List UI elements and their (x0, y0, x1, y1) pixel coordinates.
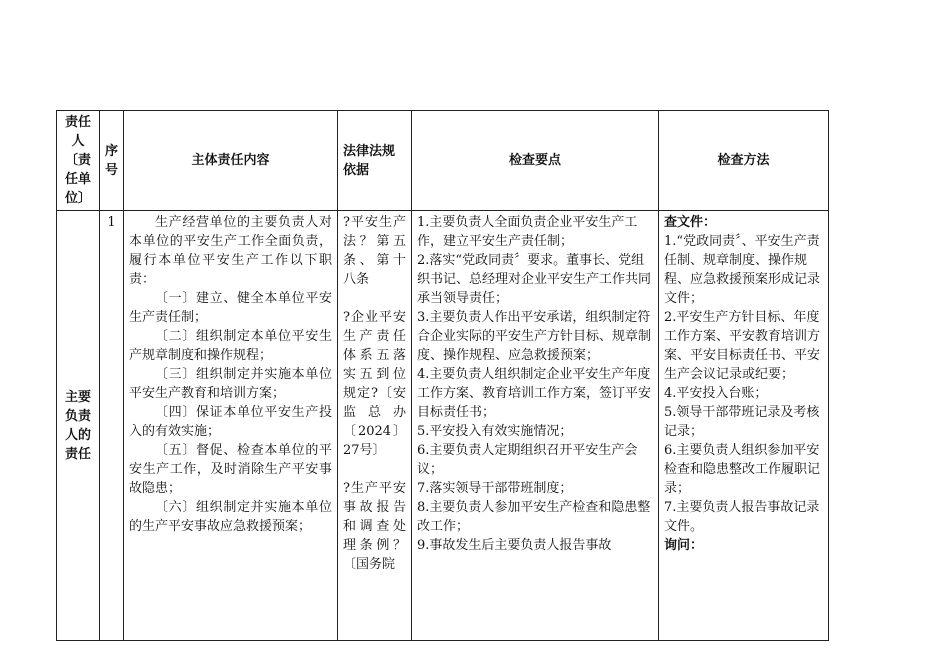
header-law: 法律法规依据 (338, 111, 412, 211)
content-item: 〔六〕组织制定并实施本单位的生产平安事故应急救援预案； (129, 500, 333, 534)
content-item: 〔五〕督促、检查本单位的平安生产工作，及时消除生产平安事故隐患； (129, 443, 333, 496)
points-cell (412, 211, 659, 641)
header-row (57, 111, 829, 211)
method-item: 2.平安生产方针目标、年度工作方案、平安教育培训方案、平安目标责任书、平安生产会议记录或纪要； (664, 310, 821, 382)
content-cell (124, 211, 338, 641)
law-ref: ?企业平安生产责任体系五落实五到位规定?〔安监总办〔2024〕27号〕 (343, 310, 407, 458)
content-item: 〔一〕建立、健全本单位平安生产责任制； (129, 291, 333, 325)
header-seq: 序号 (100, 111, 124, 211)
content-item: 〔三〕组织制定并实施本单位平安生产教育和培训方案； (129, 367, 333, 401)
check-point: 7.落实领导干部带班制度； (417, 481, 573, 496)
header-content: 主体责任内容 (124, 111, 338, 211)
seq-cell: 1 (100, 211, 124, 641)
method-item: 4.平安投入台账； (664, 386, 768, 401)
check-point: 4.主要负责人组织制定企业平安生产年度工作方案、教育培训工作方案，签订平安目标责任书； (417, 367, 652, 420)
header-points: 检查要点 (412, 111, 659, 211)
content-intro: 生产经营单位的主要负责人对本单位的平安生产工作全面负责，履行本单位平安生产工作以下职责： (129, 215, 333, 287)
check-point: 1.主要负责人全面负责企业平安生产工作，建立平安生产责任制； (417, 215, 638, 249)
check-point: 3.主要负责人作出平安承诺，组织制定符合企业实际的平安生产方针目标、规章制度、操作规程、应急救援预案； (417, 310, 652, 363)
check-point: 9.事故发生后主要负责人报告事故 (417, 538, 612, 553)
law-ref: ?平安生产法？第五条、第十八条 (343, 215, 407, 287)
method-cell (659, 211, 829, 641)
method-item: 6.主要负责人组织参加平安检查和隐患整改工作履职记录； (664, 443, 821, 496)
check-point: 6.主要负责人定期组织召开平安生产会议； (417, 443, 638, 477)
responsible-cell: 主要负责人的责任 (57, 211, 100, 641)
method-item: 7.主要负责人报告事故记录文件。 (664, 500, 820, 534)
content-item: 〔二〕组织制定本单位平安生产规章制度和操作规程； (129, 329, 333, 363)
header-method: 检查方法 (659, 111, 829, 211)
method-title-inquiry: 询问： (664, 538, 704, 553)
law-ref: ?生产平安事故报告和调查处理条例？〔国务院 (343, 481, 407, 572)
method-title: 查文件： (664, 215, 717, 230)
check-point: 5.平安投入有效实施情况； (417, 424, 573, 439)
table-row (57, 211, 829, 641)
responsibility-table (56, 110, 829, 641)
header-responsible: 责任人〔责任单位〕 (57, 111, 100, 211)
check-point: 2.落实“党政同责〞要求。董事长、党组织书记、总经理对企业平安生产工作共同承当领导责任； (417, 253, 652, 306)
check-point: 8.主要负责人参加平安生产检查和隐患整改工作； (417, 500, 651, 534)
content-item: 〔四〕保证本单位平安生产投入的有效实施； (129, 405, 333, 439)
method-item: 5.领导干部带班记录及考核记录； (664, 405, 820, 439)
law-cell (338, 211, 412, 641)
method-item: 1.“党政同责〞、平安生产责任制、规章制度、操作规程、应急救援预案形成记录文件； (664, 234, 821, 306)
